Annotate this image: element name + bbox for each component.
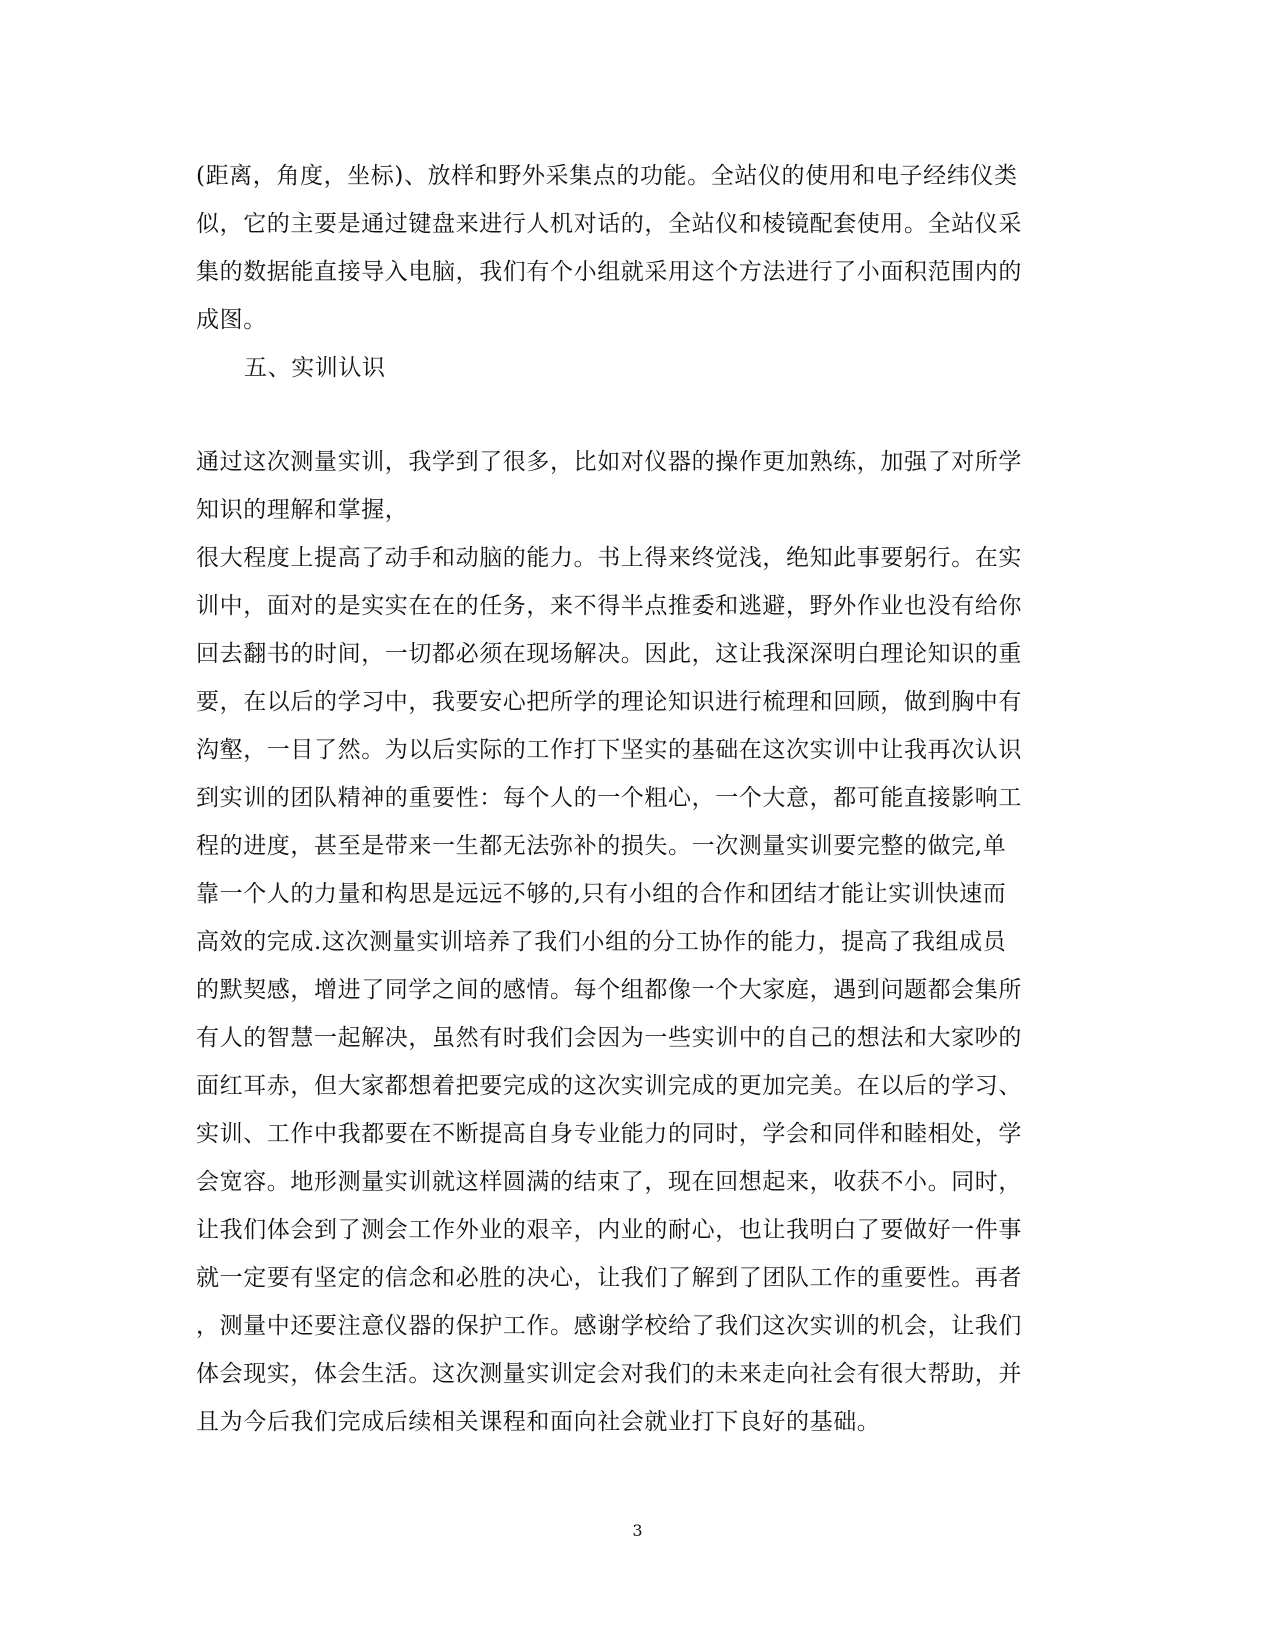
- section-heading: 五、实训认识: [244, 355, 386, 381]
- paragraph2-line: 面红耳赤，但大家都想着把要完成的这次实训完成的更加完美。在以后的学习、: [196, 1073, 1022, 1099]
- paragraph2-line: 回去翻书的时间，一切都必须在现场解决。因此，这让我深深明白理论知识的重: [196, 641, 1022, 667]
- paragraph1-line: 成图。: [196, 307, 267, 333]
- paragraph2-line: 要，在以后的学习中，我要安心把所学的理论知识进行梳理和回顾，做到胸中有: [196, 689, 1022, 715]
- paragraph2-line: 且为今后我们完成后续相关课程和面向社会就业打下良好的基础。: [196, 1409, 881, 1435]
- paragraph2-line: ，测量中还要注意仪器的保护工作。感谢学校给了我们这次实训的机会，让我们: [196, 1313, 1022, 1339]
- paragraph1-line: 似，它的主要是通过键盘来进行人机对话的，全站仪和棱镜配套使用。全站仪采: [196, 211, 1022, 237]
- paragraph2-line: 很大程度上提高了动手和动脑的能力。书上得来终觉浅，绝知此事要躬行。在实: [196, 545, 1022, 571]
- paragraph2-line: 训中，面对的是实实在在的任务，来不得半点推委和逃避，野外作业也没有给你: [196, 593, 1022, 619]
- paragraph1-line: 集的数据能直接导入电脑，我们有个小组就采用这个方法进行了小面积范围内的: [196, 259, 1022, 285]
- paragraph2-line: 靠一个人的力量和构思是远远不够的,只有小组的合作和团结才能让实训快速而: [196, 881, 1007, 907]
- paragraph2-line: 到实训的团队精神的重要性：每个人的一个粗心，一个大意，都可能直接影响工: [196, 785, 1022, 811]
- paragraph2-line: 知识的理解和掌握，: [196, 497, 409, 523]
- paragraph2-line: 程的进度，甚至是带来一生都无法弥补的损失。一次测量实训要完整的做完,单: [196, 833, 1007, 859]
- paragraph2-line: 让我们体会到了测会工作外业的艰辛，内业的耐心，也让我明白了要做好一件事: [196, 1217, 1022, 1243]
- paragraph2-line: 就一定要有坚定的信念和必胜的决心，让我们了解到了团队工作的重要性。再者: [196, 1265, 1022, 1291]
- paragraph2-line: 体会现实，体会生活。这次测量实训定会对我们的未来走向社会有很大帮助，并: [196, 1361, 1022, 1387]
- paragraph1-line: (距离，角度，坐标)、放样和野外采集点的功能。全站仪的使用和电子经纬仪类: [196, 163, 1018, 189]
- paragraph2-line: 有人的智慧一起解决，虽然有时我们会因为一些实训中的自己的想法和大家吵的: [196, 1025, 1022, 1051]
- paragraph2-line: 的默契感，增进了同学之间的感情。每个组都像一个大家庭，遇到问题都会集所: [196, 977, 1022, 1003]
- paragraph2-line: 实训、工作中我都要在不断提高自身专业能力的同时，学会和同伴和睦相处，学: [196, 1121, 1022, 1147]
- paragraph2-line: 通过这次测量实训，我学到了很多，比如对仪器的操作更加熟练，加强了对所学: [196, 449, 1022, 475]
- paragraph2-line: 会宽容。地形测量实训就这样圆满的结束了，现在回想起来，收获不小。同时，: [196, 1169, 1022, 1195]
- paragraph2-line: 沟壑，一目了然。为以后实际的工作打下坚实的基础在这次实训中让我再次认识: [196, 737, 1022, 763]
- page-number: 3: [632, 1521, 643, 1540]
- paragraph2-line: 高效的完成.这次测量实训培养了我们小组的分工协作的能力，提高了我组成员: [196, 929, 1007, 955]
